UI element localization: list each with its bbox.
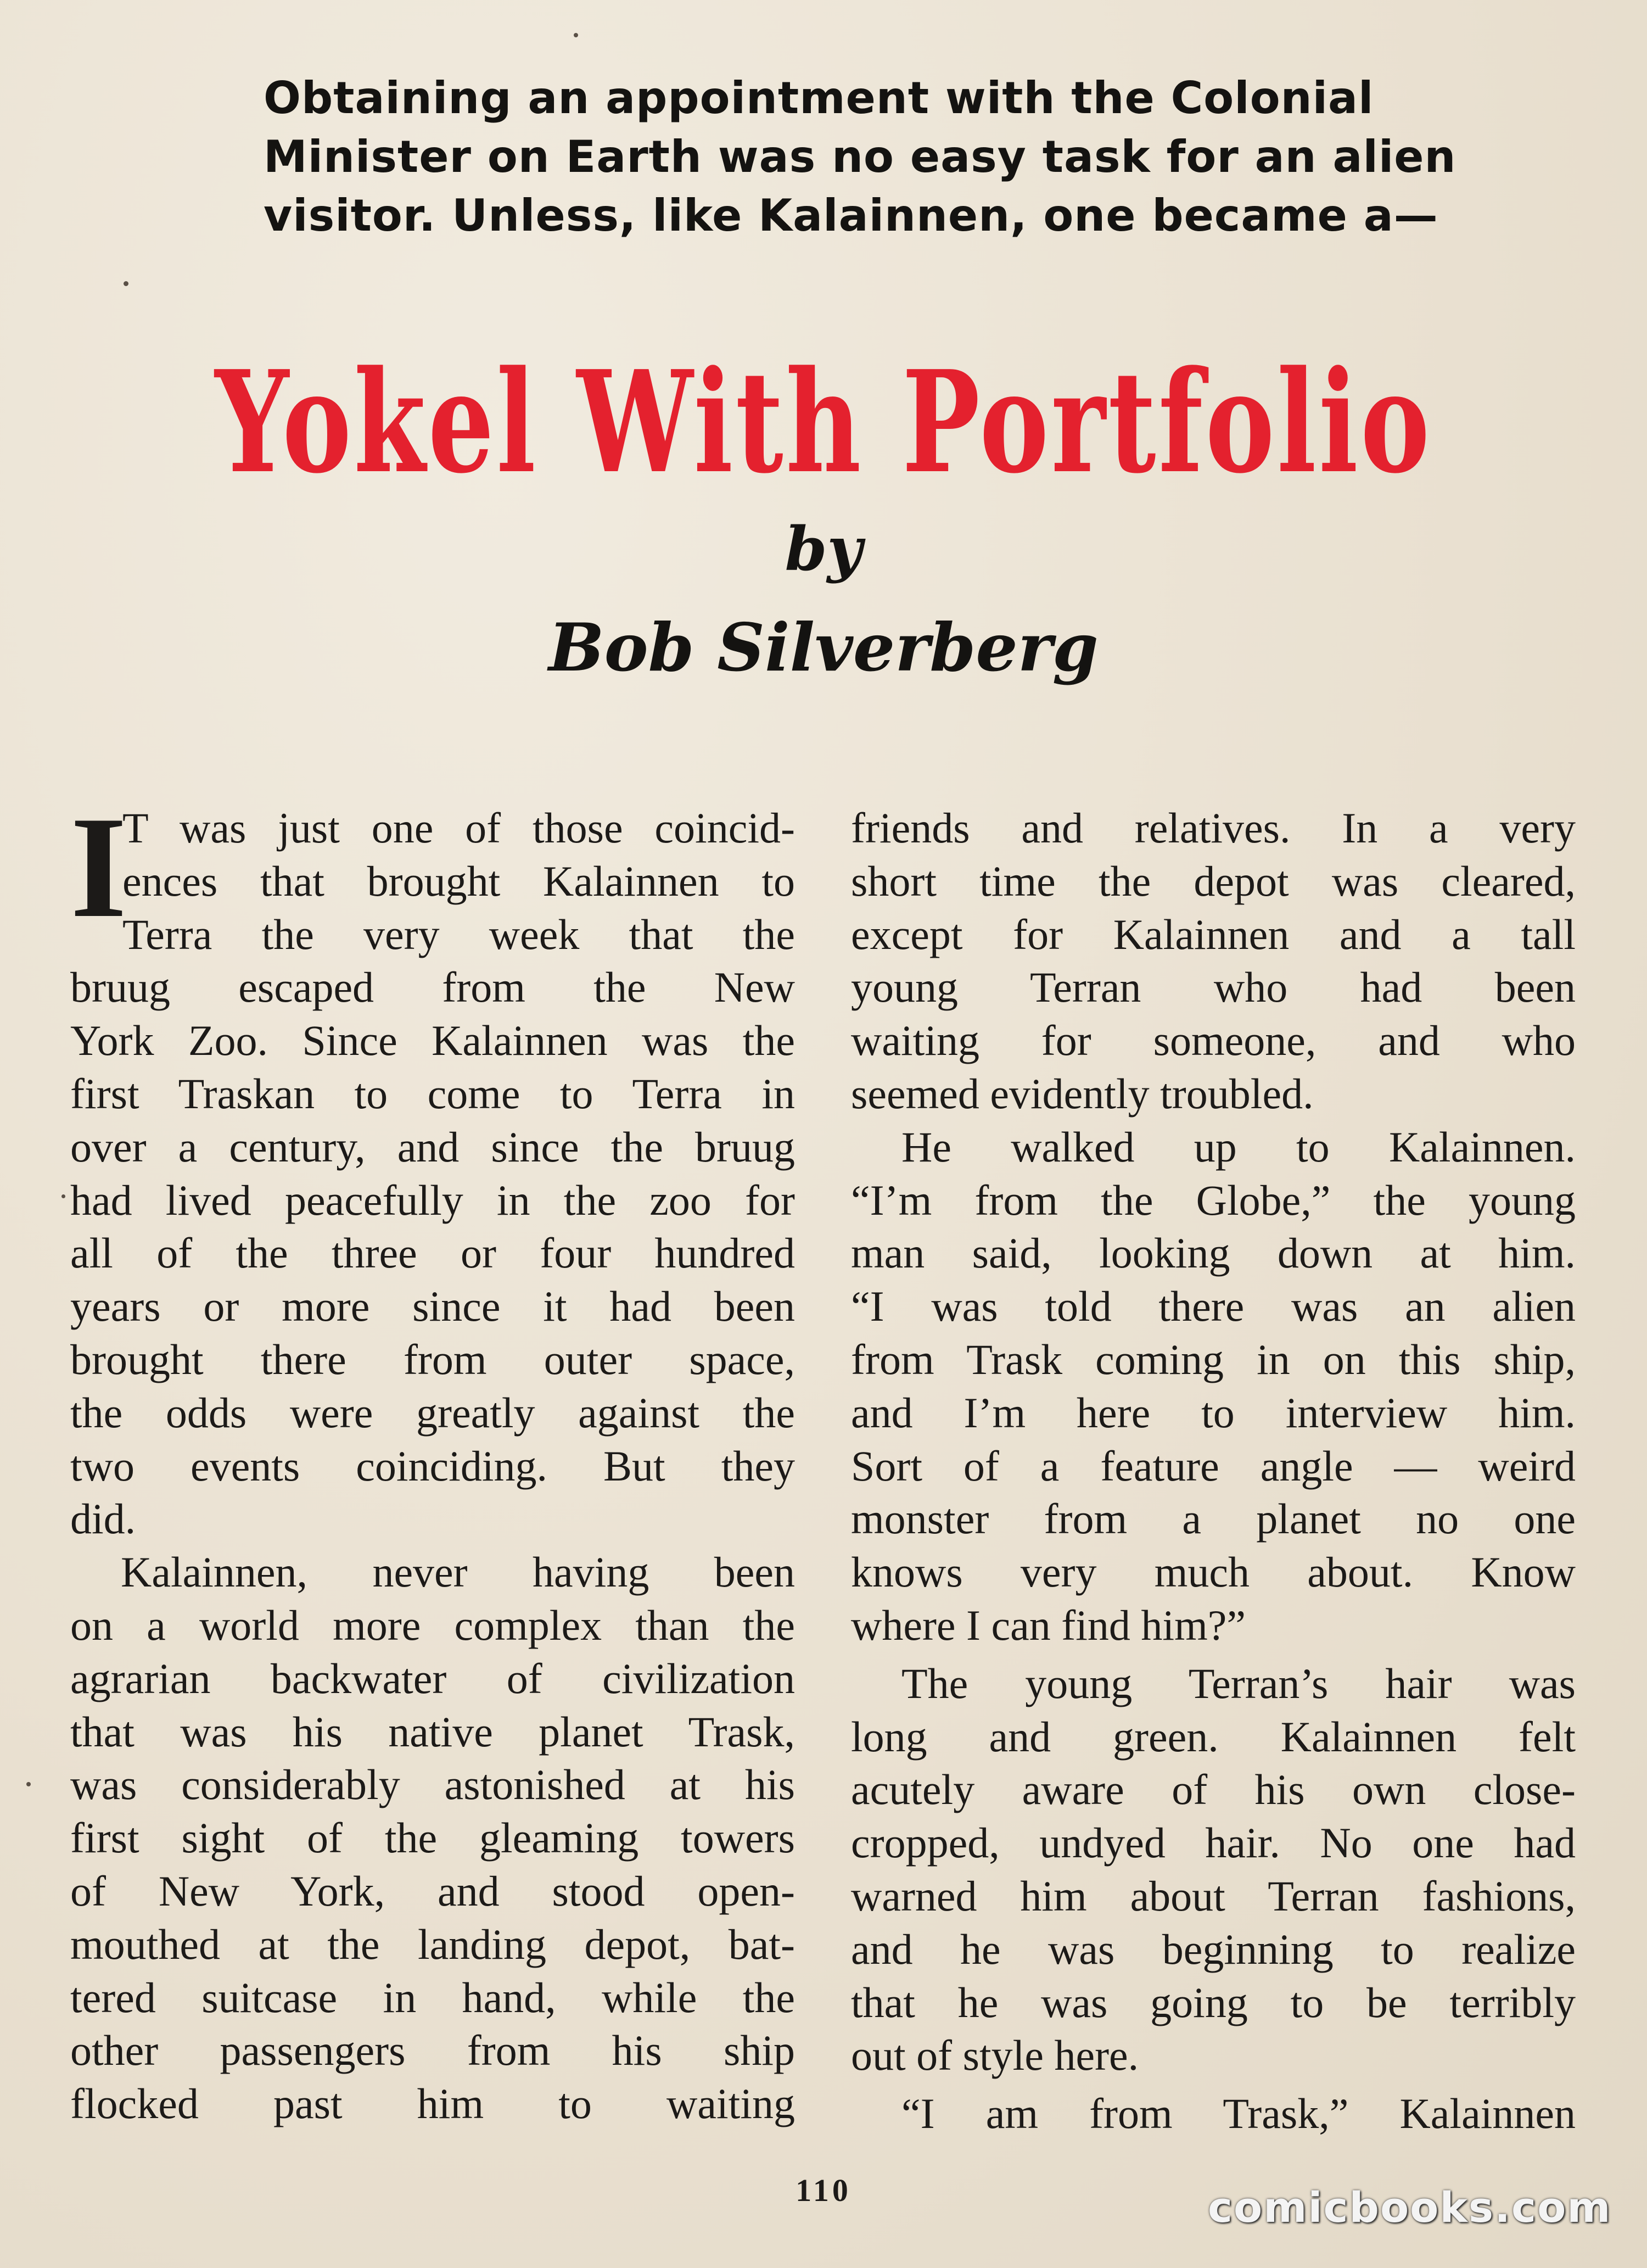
text-line: man said, looking down at him. xyxy=(851,1229,1576,1277)
print-speck xyxy=(61,1194,65,1198)
text-line: warned him about Terran fashions, xyxy=(851,1872,1576,1920)
text-line: “I’m from the Globe,” the young xyxy=(851,1176,1576,1224)
blurb-line: visitor. Unless, like Kalainnen, one became a— xyxy=(264,190,1438,241)
text-line: and he was beginning to realize xyxy=(851,1925,1576,1973)
text-line: was considerably astonished at his xyxy=(70,1761,795,1809)
text-line: flocked past him to waiting xyxy=(70,2080,795,2128)
text-line: Sort of a feature angle — weird xyxy=(851,1442,1576,1490)
text-line: mouthed at the landing depot, bat- xyxy=(70,1920,795,1968)
text-line: the odds were greatly against the xyxy=(70,1388,795,1437)
text-line: first sight of the gleaming towers xyxy=(70,1814,795,1862)
text-line: had lived peacefully in the zoo for xyxy=(70,1176,795,1224)
text-line: T was just one of those coincid- xyxy=(122,804,795,852)
text-line: ences that brought Kalainnen to xyxy=(122,857,795,905)
page-number: 110 xyxy=(796,2172,851,2208)
print-speck xyxy=(26,1782,31,1786)
text-line: and I’m here to interview him. xyxy=(851,1388,1576,1437)
left-column xyxy=(70,787,795,2131)
text-line: The young Terran’s hair was xyxy=(901,1659,1576,1707)
text-line: tered suitcase in hand, while the xyxy=(70,1973,795,2021)
byline: by xyxy=(785,513,862,584)
text-line: waiting for someone, and who xyxy=(851,1016,1576,1065)
print-speck xyxy=(574,33,578,37)
text-line: Kalainnen, never having been xyxy=(121,1548,795,1596)
text-line: young Terran who had been xyxy=(851,963,1576,1012)
text-line: long and green. Kalainnen felt xyxy=(851,1712,1576,1761)
right-column xyxy=(851,802,1576,2141)
text-line: that was his native planet Trask, xyxy=(70,1707,795,1756)
text-line: monster from a planet no one xyxy=(851,1495,1576,1543)
text-line: out of style here. xyxy=(851,2031,1139,2080)
print-speck xyxy=(124,281,128,286)
text-line: that he was going to be terribly xyxy=(851,1978,1576,2026)
text-line: brought there from outer space, xyxy=(70,1335,795,1383)
text-line: Terra the very week that the xyxy=(122,910,795,958)
text-line: on a world more complex than the xyxy=(70,1601,795,1649)
text-line: “I am from Trask,” Kalainnen xyxy=(901,2090,1576,2138)
text-line: over a century, and since the bruug xyxy=(70,1122,795,1171)
text-line: agrarian backwater of civilization xyxy=(70,1654,795,1702)
text-line: other passengers from his ship xyxy=(70,2026,795,2075)
text-line: from Trask coming in on this ship, xyxy=(851,1335,1576,1383)
text-line: He walked up to Kalainnen. xyxy=(901,1122,1576,1171)
text-line: “I was told there was an alien xyxy=(851,1282,1576,1331)
author-name: Bob Silverberg xyxy=(548,609,1099,686)
text-line: two events coinciding. But they xyxy=(70,1442,795,1490)
text-line: short time the depot was cleared, xyxy=(851,857,1576,905)
watermark-logo: comicbooks.com xyxy=(1208,2183,1612,2232)
intro-blurb xyxy=(264,69,1456,245)
text-line: bruug escaped from the New xyxy=(70,963,795,1012)
story-title: Yokel With Portfolio xyxy=(215,340,1432,505)
text-line: years or more since it had been xyxy=(70,1282,795,1331)
text-line: acutely aware of his own close- xyxy=(851,1766,1576,1814)
drop-cap: I xyxy=(70,787,127,948)
text-line: cropped, undyed hair. No one had xyxy=(851,1819,1576,1867)
text-line: first Traskan to come to Terra in xyxy=(70,1069,795,1118)
text-line: of New York, and stood open- xyxy=(70,1867,795,1915)
text-line: except for Kalainnen and a tall xyxy=(851,910,1576,958)
text-line: did. xyxy=(70,1495,136,1543)
text-line: all of the three or four hundred xyxy=(70,1229,795,1277)
blurb-line: Obtaining an appointment with the Colonial xyxy=(264,72,1374,124)
text-line: knows very much about. Know xyxy=(851,1548,1576,1596)
text-line: friends and relatives. In a very xyxy=(851,804,1576,852)
text-line: York Zoo. Since Kalainnen was the xyxy=(70,1016,795,1065)
text-line: seemed evidently troubled. xyxy=(851,1069,1314,1118)
blurb-line: Minister on Earth was no easy task for an alien xyxy=(264,131,1456,182)
text-line: where I can find him?” xyxy=(851,1601,1246,1649)
